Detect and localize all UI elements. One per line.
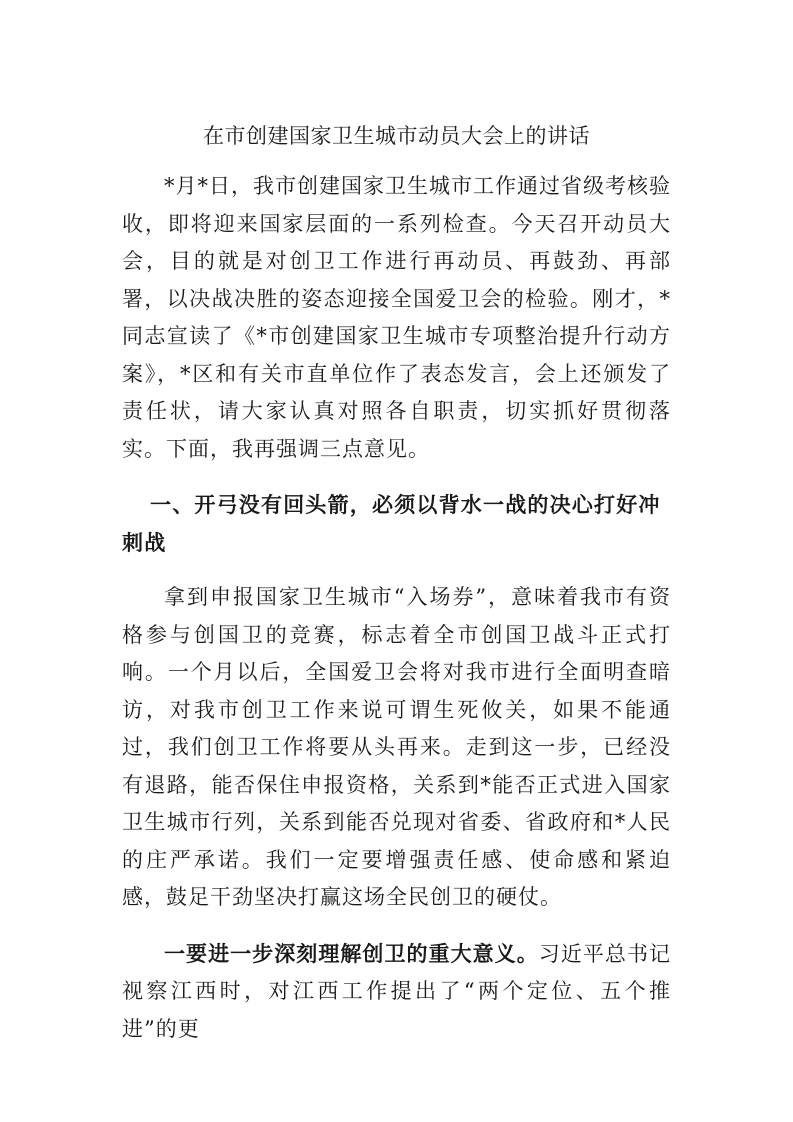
intro-paragraph: *月*日，我市创建国家卫生城市工作通过省级考核验收，即将迎来国家层面的一系列检查。今天召开动员大会，目的就是对创卫工作进行再动员、再鼓劲、再部署，以决战决胜的姿态迎接全国爱卫会的检验。刚才，*同志宣读了《*市创建国家卫生城市专项整治提升行动方案》，*区和有关市直单位作了表态发言，会上还颁发了责任状，请大家认真对照各自职责，切实抓好贯彻落实。下面，我再强调三点意见。: [122, 174, 671, 461]
section-1-heading: 一、开弓没有回头箭，必须以背水一战的决心打好冲刺战: [122, 492, 661, 555]
point-1-paragraph: [122, 935, 671, 1049]
document-title: 在市创建国家卫生城市动员大会上的讲话: [203, 124, 590, 148]
point-1-text: 习近平总书记视察江西时，对江西工作提出了“两个定位、五个推进”的更: [122, 941, 672, 1041]
point-1-bold-lead: 一要进一步深刻理解创卫的重大意义。: [164, 940, 539, 966]
section-1-paragraph: 拿到申报国家卫生城市“入场券”，意味着我市有资格参与创国卫的竞赛，标志着全市创国卫战斗正式打响。一个月以后，全国爱卫会将对我市进行全面明查暗访，对我市创卫工作来说可谓生死攸关，如果不能通过，我们创卫工作将要从头再来。走到这一步，已经没有退路，能否保住申报资格，关系到*能否正式进入国家卫生城市行列，关系到能否兑现对省委、省政府和*人民的庄严承诺。我们一定要增强责任感、使命感和紧迫感，鼓足干劲坚决打赢这场全民创卫的硬仗。: [122, 585, 671, 909]
